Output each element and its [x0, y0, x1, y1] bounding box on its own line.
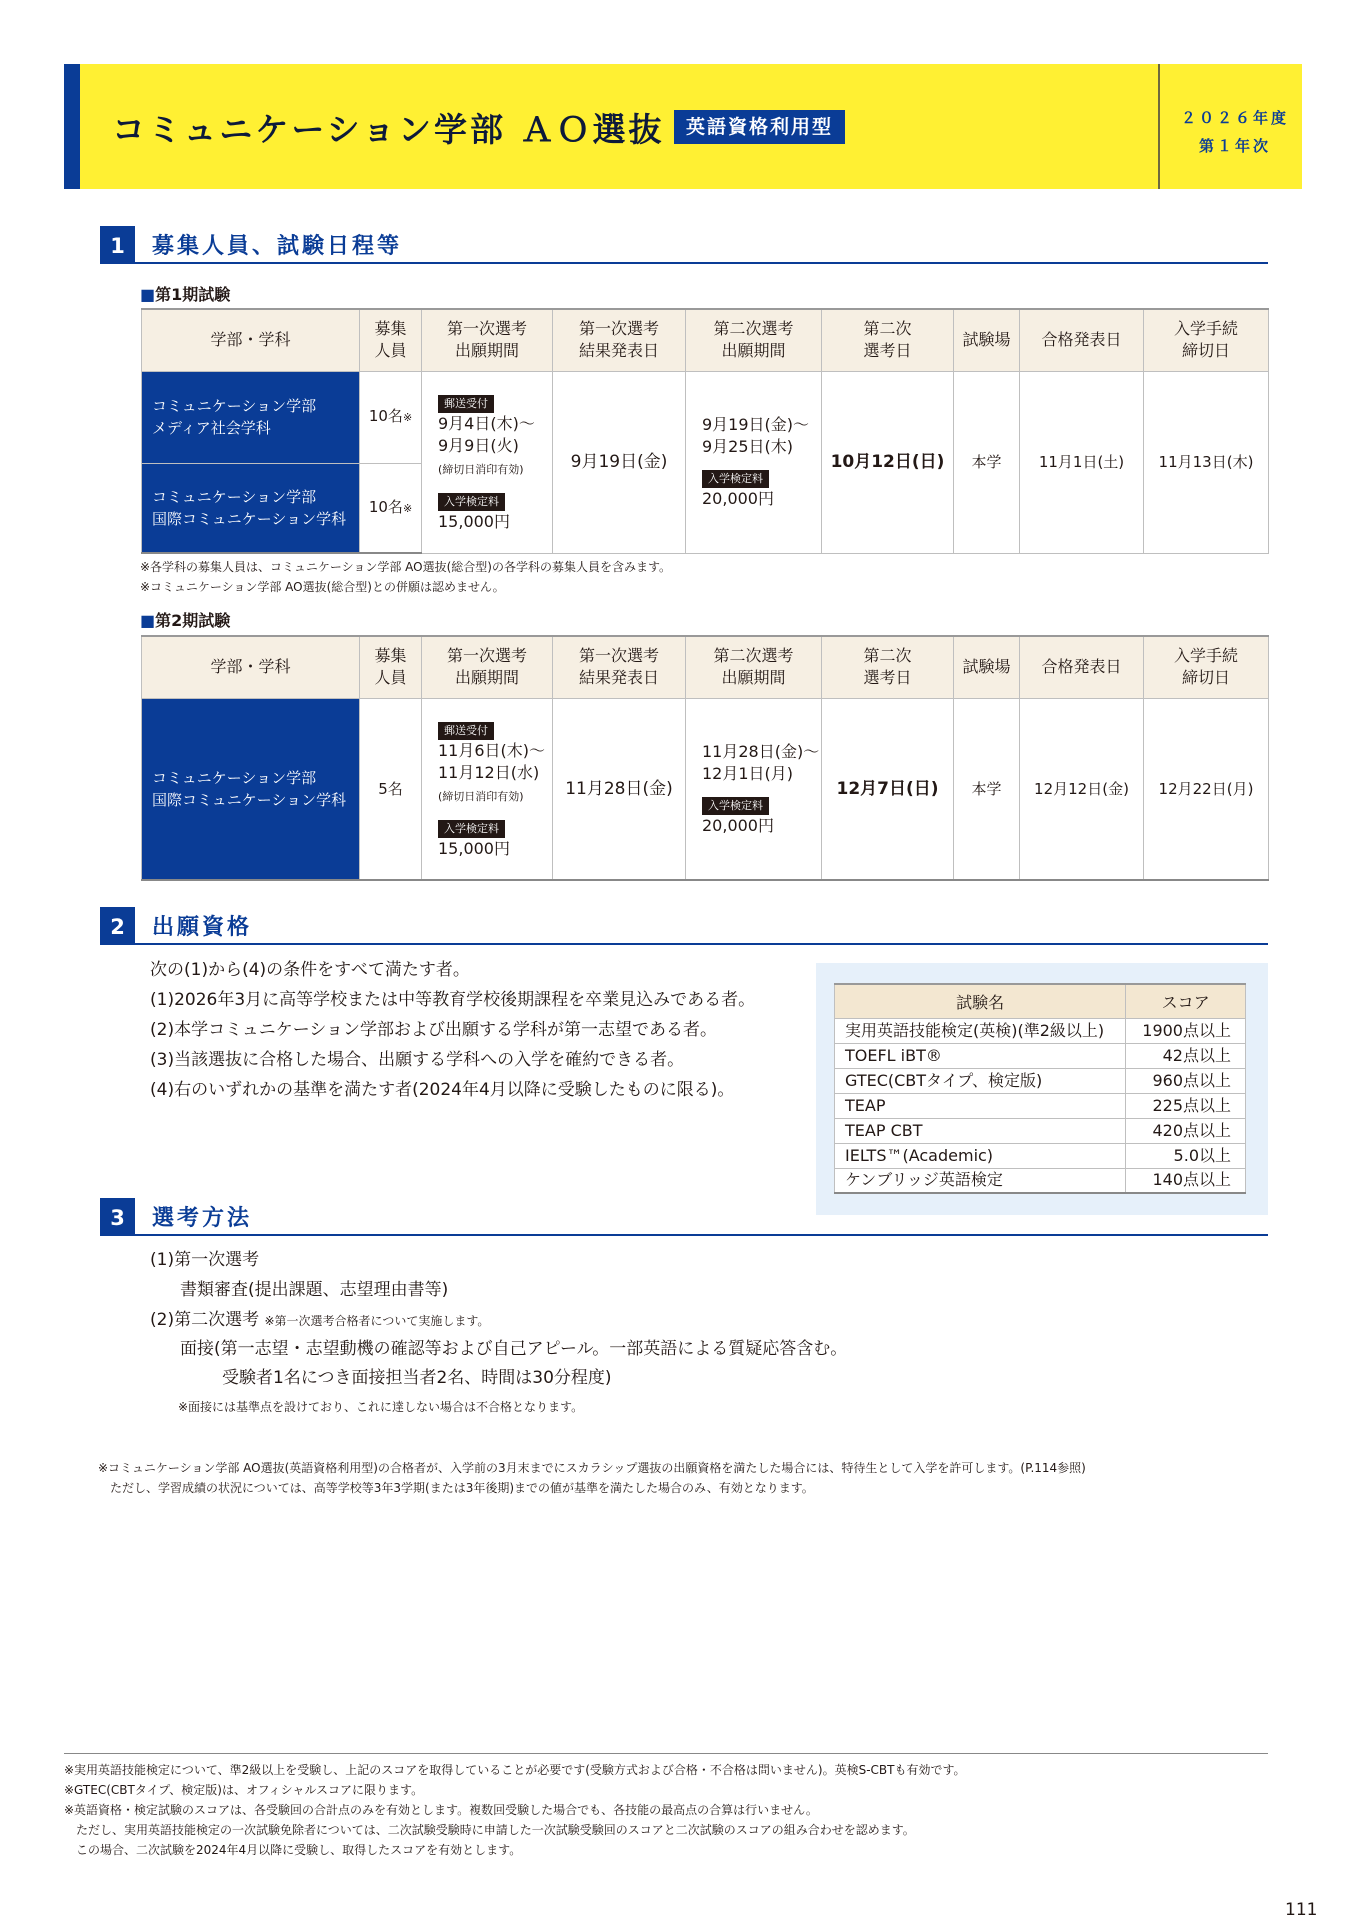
second-exam-cell: 10月12日(日) — [822, 371, 954, 553]
table-header-row — [142, 309, 1269, 371]
table-row: IELTS™(Academic) 5.0以上 — [835, 1143, 1246, 1168]
first-app-cell: 郵送受付 9月4日(木)～ 9月9日(火) (締切日消印有効) 入学検定料 15,000円 — [422, 371, 553, 553]
pass-cell: 12月12日(金) — [1020, 698, 1144, 880]
section-1-heading — [100, 226, 1268, 264]
deadline-cell: 11月13日(木) — [1144, 371, 1269, 553]
interview-note: ※面接には基準点を設けており、これに達しない場合は不合格となります。 — [178, 1400, 584, 1414]
header-divider — [1158, 64, 1160, 189]
col-first-app: 第一次選考 出願期間 — [422, 636, 553, 698]
section-title: 選考方法 — [152, 1206, 253, 1231]
fee-tag: 入学検定料 — [438, 493, 505, 511]
dept-cell: コミュニケーション学部 国際コミュニケーション学科 — [142, 463, 360, 553]
term2-title: ■第2期試験 — [140, 611, 231, 630]
term1-schedule-table — [141, 308, 1269, 554]
footnote-divider — [64, 1753, 1268, 1754]
second-selection-label: (2)第二次選考 ※第一次選考合格者について実施します。 — [150, 1310, 490, 1330]
fee-tag: 入学検定料 — [438, 820, 505, 838]
dept-cell: コミュニケーション学部 国際コミュニケーション学科 — [142, 698, 360, 880]
page-number: 111 — [1285, 1900, 1318, 1920]
dept-cell: コミュニケーション学部 メディア社会学科 — [142, 371, 360, 463]
col-venue: 試験場 — [954, 636, 1020, 698]
venue-cell: 本学 — [954, 371, 1020, 553]
grade-line: 第１年次 — [1198, 137, 1271, 155]
second-app-cell: 9月19日(金)～ 9月25日(木) 入学検定料 20,000円 — [686, 371, 822, 553]
col-deadline: 入学手続 締切日 — [1144, 309, 1269, 371]
col-score: スコア — [1126, 984, 1246, 1018]
quota-cell: 5名 — [360, 698, 422, 880]
qualification-list — [150, 955, 755, 1105]
quota-cell: 10名※ — [360, 463, 422, 553]
fee-tag: 入学検定料 — [702, 470, 769, 488]
col-second-app: 第二次選考 出願期間 — [686, 636, 822, 698]
pass-cell: 11月1日(土) — [1020, 371, 1144, 553]
col-test-name: 試験名 — [835, 984, 1126, 1018]
score-table — [834, 983, 1246, 1194]
page-title: コミュニケーション学部 ＡＯ選抜 — [112, 110, 665, 149]
list-item: (3)当該選抜に合格した場合、出願する学科への入学を確約できる者。 — [150, 1050, 685, 1070]
col-second-exam: 第二次 選考日 — [822, 636, 954, 698]
list-item: (4)右のいずれかの基準を満たす者(2024年4月以降に受験したものに限る)。 — [150, 1080, 735, 1100]
col-second-exam: 第二次 選考日 — [822, 309, 954, 371]
section-number: 3 — [100, 1198, 135, 1236]
first-app-cell: 郵送受付 11月6日(木)～ 11月12日(水) (締切日消印有効) 入学検定料 15,000円 — [422, 698, 553, 880]
first-selection-detail: 書類審査(提出課題、志望理由書等) — [180, 1280, 449, 1300]
quota-cell: 10名※ — [360, 371, 422, 463]
term1-title: ■第1期試験 — [140, 285, 231, 304]
table-header-row — [835, 984, 1246, 1018]
table-row: TOEFL iBT® 42点以上 — [835, 1043, 1246, 1068]
table-row: TEAP CBT 420点以上 — [835, 1118, 1246, 1143]
section-number: 1 — [100, 226, 135, 264]
col-second-app: 第二次選考 出願期間 — [686, 309, 822, 371]
footnotes: ※実用英語技能検定について、準2級以上を受験し、上記のスコアを取得していることが必要です(受験方式および合格・不合格は問いません)。英検S-CBTも有効です。 ※GTEC(CBTタイプ、検定版)は、オフィシャルスコアに限ります。 ※英語資格・検定試験のスコアは、各受験回の合計点のみを有効とします。複数回受験した場合でも、各技能の最高点の合算は行いません。 ただし、実用英語技能検定の一次試験免除者については、二次試験受験時に申請した一次試験受験回のスコアと二次試験のスコアの組み合わせを認めます。 この場合、二次試験を2024年4月以降に受験し、取得したスコアを有効とします。 — [64, 1763, 966, 1857]
col-quota: 募集 人員 — [360, 636, 422, 698]
section-number: 2 — [100, 907, 135, 945]
header-accent-bar — [64, 64, 80, 189]
table-row: GTEC(CBTタイプ、検定版) 960点以上 — [835, 1068, 1246, 1093]
second-selection-detail-2: 受験者1名につき面接担当者2名、時間は30分程度) — [222, 1368, 612, 1388]
section-title: 出願資格 — [152, 915, 253, 940]
list-item: 次の(1)から(4)の条件をすべて満たす者。 — [150, 960, 470, 980]
section-title: 募集人員、試験日程等 — [152, 234, 403, 259]
page-header — [64, 64, 1302, 189]
section-3-heading — [100, 1198, 1268, 1236]
mail-tag: 郵送受付 — [438, 395, 494, 413]
first-selection-label: (1)第一次選考 — [150, 1250, 260, 1270]
special-note: ※コミュニケーション学部 AO選抜(英語資格利用型)の合格者が、入学前の3月末までにスカラシップ選抜の出願資格を満たした場合には、特待生として入学を許可します。(P.114参照) ただし、学習成績の状況については、高等学校等3年3学期(または3年後期)までの値が基準を満たした場合のみ、有効となります。 — [98, 1461, 1086, 1495]
venue-cell: 本学 — [954, 698, 1020, 880]
col-venue: 試験場 — [954, 309, 1020, 371]
col-deadline: 入学手続 締切日 — [1144, 636, 1269, 698]
col-dept: 学部・学科 — [142, 309, 360, 371]
table-row: TEAP 225点以上 — [835, 1093, 1246, 1118]
table-row: ケンブリッジ英語検定 140点以上 — [835, 1168, 1246, 1193]
list-item: (2)本学コミュニケーション学部および出願する学科が第一志望である者。 — [150, 1020, 718, 1040]
list-item: (1)2026年3月に高等学校または中等教育学校後期課程を卒業見込みである者。 — [150, 990, 756, 1010]
second-selection-detail: 面接(第一志望・志望動機の確認等および自己アピール。一部英語による質疑応答含む。 — [180, 1339, 848, 1359]
term2-schedule-table — [141, 635, 1269, 881]
col-pass: 合格発表日 — [1020, 636, 1144, 698]
year-label — [1168, 104, 1302, 160]
deadline-cell: 12月22日(月) — [1144, 698, 1269, 880]
col-first-result: 第一次選考 結果発表日 — [553, 636, 686, 698]
table-row — [142, 371, 1269, 463]
fee-tag: 入学検定料 — [702, 797, 769, 815]
table-header-row — [142, 636, 1269, 698]
first-result-cell: 9月19日(金) — [553, 371, 686, 553]
second-app-cell: 11月28日(金)～ 12月1日(月) 入学検定料 20,000円 — [686, 698, 822, 880]
second-exam-cell: 12月7日(日) — [822, 698, 954, 880]
col-quota: 募集 人員 — [360, 309, 422, 371]
section-2-heading — [100, 907, 1268, 945]
first-result-cell: 11月28日(金) — [553, 698, 686, 880]
mail-tag: 郵送受付 — [438, 722, 494, 740]
col-first-app: 第一次選考 出願期間 — [422, 309, 553, 371]
table-row — [142, 698, 1269, 880]
table-row: 実用英語技能検定(英検)(準2級以上) 1900点以上 — [835, 1018, 1246, 1043]
col-pass: 合格発表日 — [1020, 309, 1144, 371]
col-first-result: 第一次選考 結果発表日 — [553, 309, 686, 371]
col-dept: 学部・学科 — [142, 636, 360, 698]
term1-notes: ※各学科の募集人員は、コミュニケーション学部 AO選抜(総合型)の各学科の募集人員を含みます。 ※コミュニケーション学部 AO選抜(総合型)との併願は認めません。 — [140, 560, 671, 594]
year-line: ２０２６年度 — [1180, 109, 1289, 127]
type-badge: 英語資格利用型 — [674, 110, 845, 144]
